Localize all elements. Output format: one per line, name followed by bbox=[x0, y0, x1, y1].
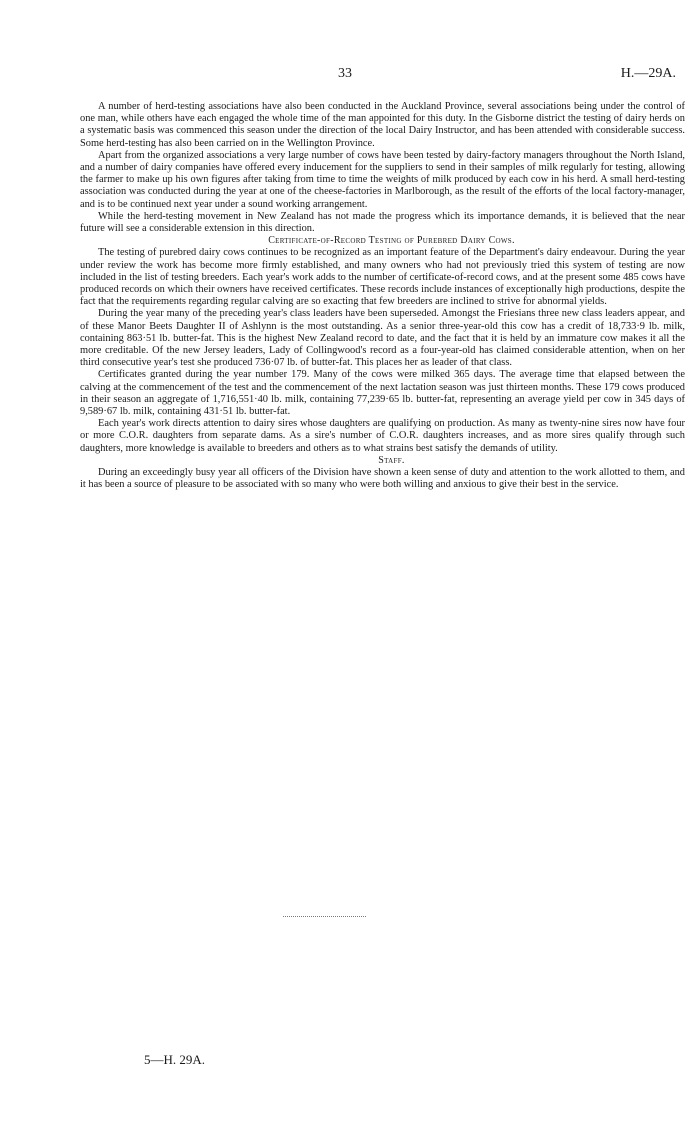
section-heading-cor-testing: Certificate-of-Record Testing of Purebred Dairy Cows. bbox=[268, 235, 515, 247]
paragraph-factory-managers: Apart from the organized associations a very large number of cows have been tested by dairy-factory managers throughout the North Island, and a number of dairy companies have offered every inducement for the suppliers to send in their samples of milk regularly for testing, allowing the farmer to make up his own figures after taking from time to time the weights of milk produced by each cow in his herd. A small herd-testing association was conducted during the year at one of the cheese-factories in Marlborough, as the result of the efforts of the local factory-manager, and is to be continued next year under a sound working arrangement. bbox=[80, 149, 685, 210]
section-heading-staff: Staff. bbox=[378, 454, 405, 466]
paragraph-purebred-testing: The testing of purebred dairy cows continues to be recognized as an important feature of the Department's dairy endeavour. During the year under review the work has become more firmly established, and many owners who had not previously tried this system of testing are now included in the list of testing breeders. Each year's work adds to the number of certificate-of-record cows, and at the present some 485 cows have produced records on which their owners have received certificates. These records include instances of exceptionally high productions, despite the fact that the requirements regarding regular calving are so exacting that few breeders are inclined to strive for abnormal yields. bbox=[80, 247, 685, 308]
footer-signature-ref: 5—H. 29A. bbox=[144, 1052, 206, 1067]
paragraph-dairy-sires: Each year's work directs attention to dairy sires whose daughters are qualifying on production. As many as twenty-nine sires now have four or more C.O.R. daughters from separate dams. As a sire's number of C.O.R. daughters increases, and as more sires qualify through such daughters, more knowledge is available to breeders and others as to what strains best satisfy the demands of utility. bbox=[80, 418, 685, 454]
end-divider bbox=[283, 916, 366, 917]
paragraph-certificates-granted: Certificates granted during the year number 179. Many of the cows were milked 365 days. The average time that elapsed between the calving at the commencement of the test and the commencement of the next lactation season was just thirteen months. These 179 cows produced in their season an aggregate of 1,716,551·40 lb. milk, containing 77,239·65 lb. butter-fat, representing an average yield per cow in 345 days of 9,589·67 lb. milk, containing 431·51 lb. butter-fat. bbox=[80, 369, 685, 418]
body-text bbox=[80, 101, 685, 492]
paragraph-herd-testing-auckland: A number of herd-testing associations have also been conducted in the Auckland Province, several associations being under the control of one man, while others have each engaged the whole time of the man appointed for this duty. In the Gisborne district the testing of dairy herds on a systematic basis was commenced this season under the direction of the local Dairy Instructor, and has been attended with considerable success. Some herd-testing has also been carried on in the Wellington Province. bbox=[80, 101, 685, 149]
document-reference: H.—29A. bbox=[620, 66, 676, 81]
page-number: 33 bbox=[338, 66, 352, 81]
paragraph-herd-testing-movement: While the herd-testing movement in New Zealand has not made the progress which its importance demands, it is believed that the near future will see a considerable extension in this direction. bbox=[80, 210, 685, 235]
paragraph-staff: During an exceedingly busy year all officers of the Division have shown a keen sense of duty and attention to the work allotted to them, and it has been a source of pleasure to be associated with so many who were both willing and anxious to give their best in the service. bbox=[80, 467, 685, 491]
paragraph-class-leaders: During the year many of the preceding year's class leaders have been superseded. Amongst the Friesians three new class leaders appear, and of these Manor Beets Daughter II of Ashlynn is the most outstanding. As a senior three-year-old this cow has a credit of 18,733·9 lb. milk, containing 863·51 lb. butter-fat. This is the highest New Zealand record to date, and the fact that it is held by an immature cow makes it all the more creditable. Of the new Jersey leaders, Lady of Collingwood's record as a four-year-old has claimed considerable attention, when on her third consecutive year's test she produced 736·07 lb. of butter-fat. This places her as leader of that class. bbox=[80, 308, 685, 369]
